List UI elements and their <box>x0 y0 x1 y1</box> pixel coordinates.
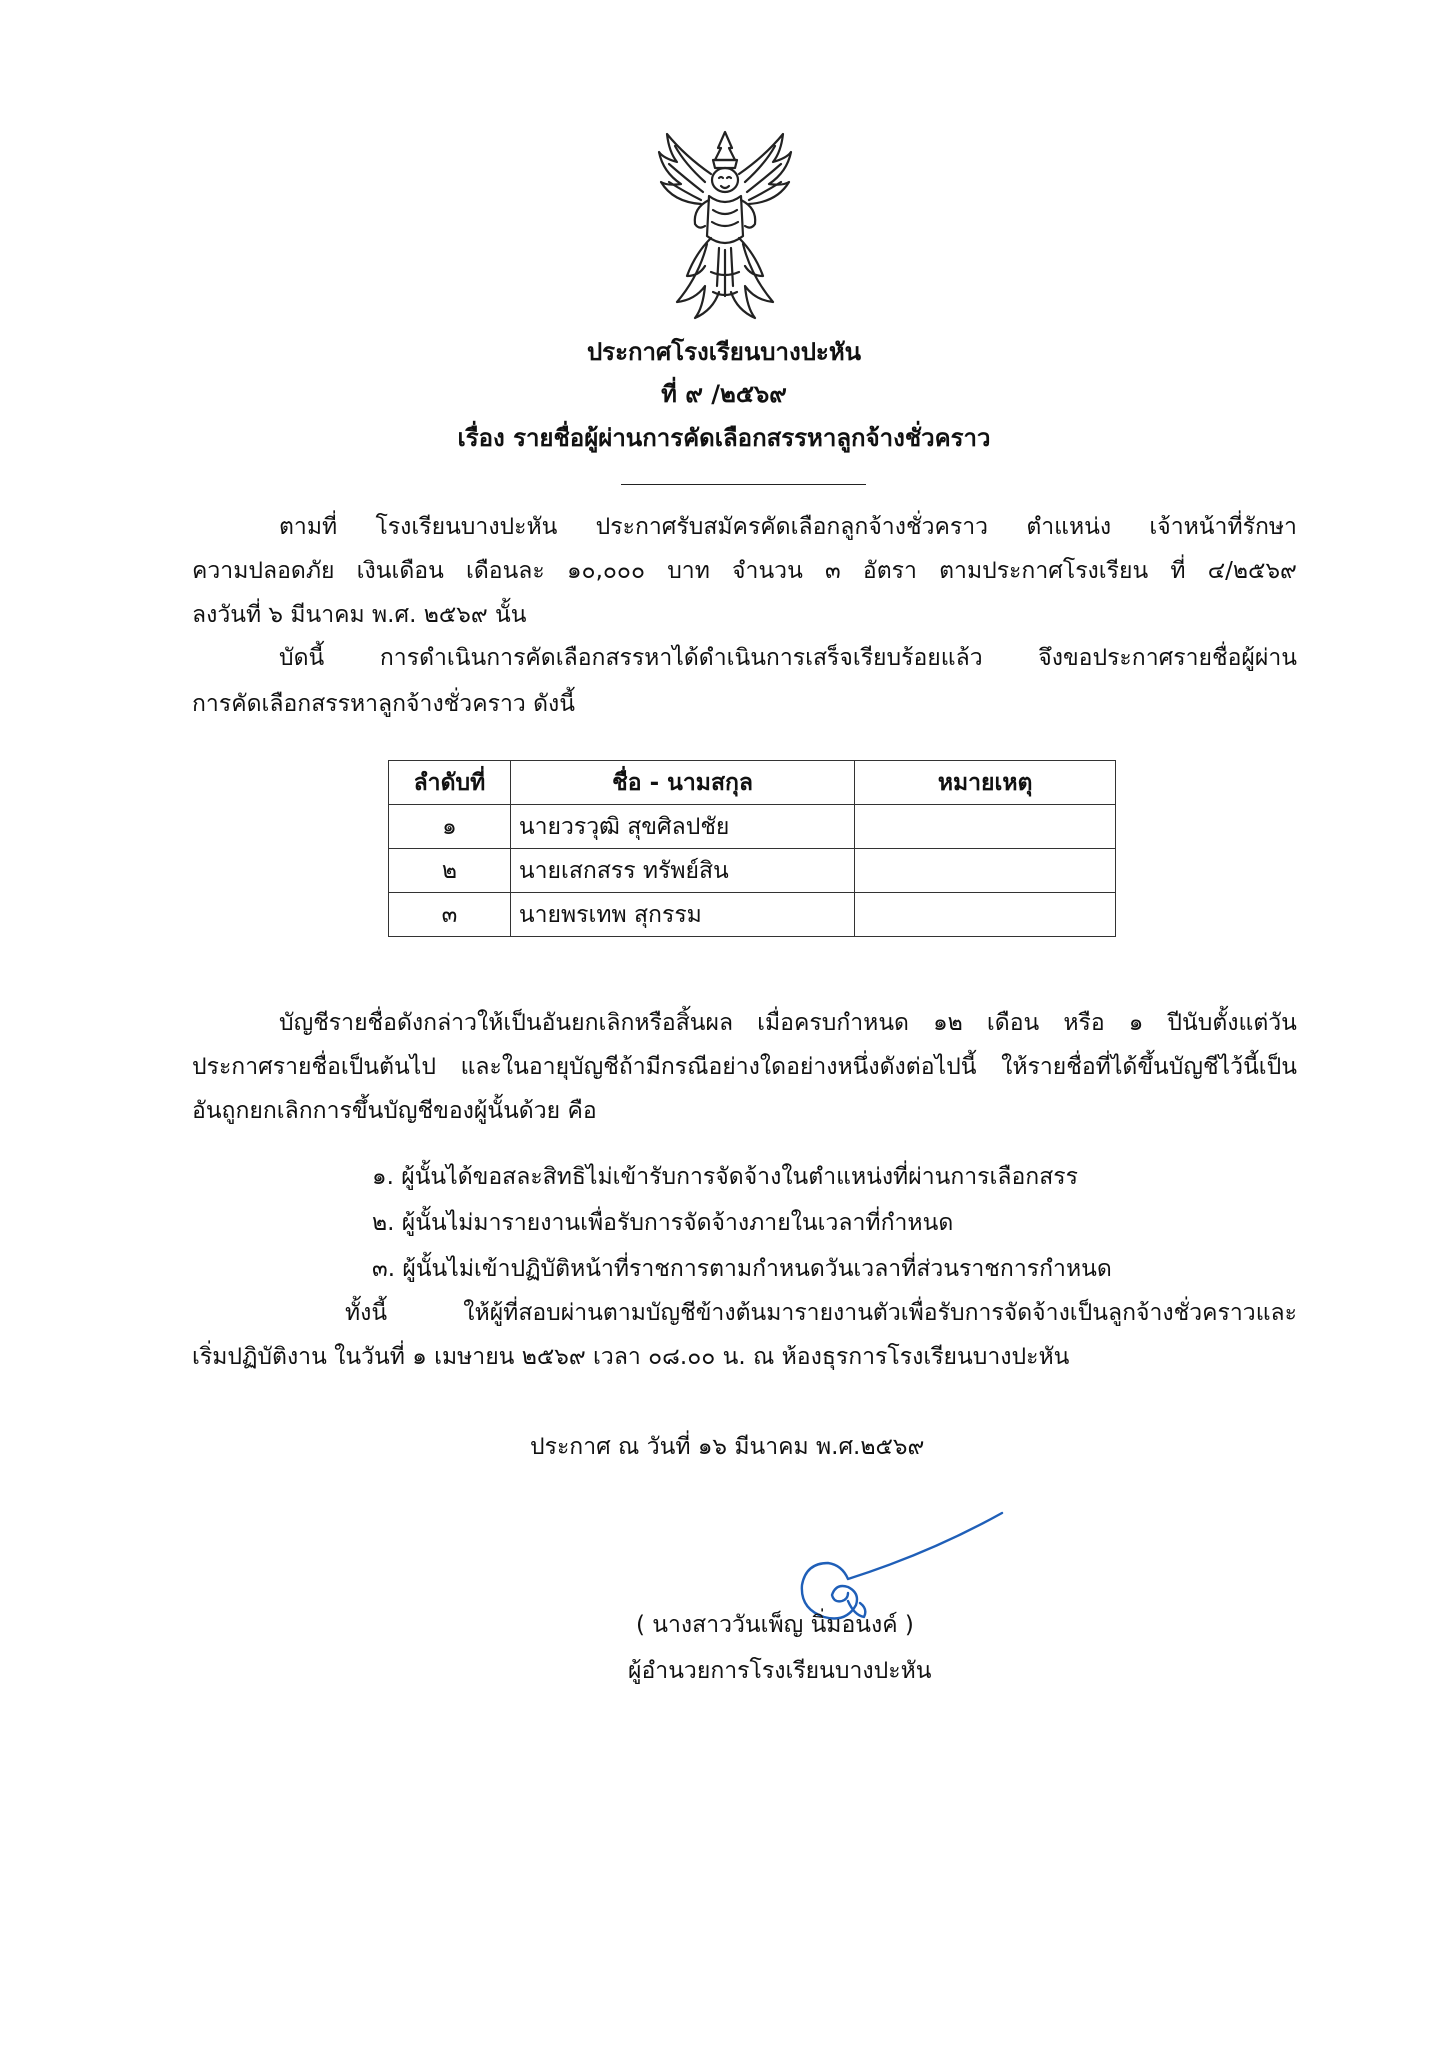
text-segment: ให้ผู้ที่สอบผ่านตามบัญชีข้างต้นมารายงานตัวเพื่อรับการจัดจ้างเป็นลูกจ้างชั่วคราวและ <box>463 1300 1297 1326</box>
text-segment: โรงเรียนบางปะหัน <box>375 514 558 540</box>
heading-divider <box>621 484 866 485</box>
row-remark <box>855 849 1116 893</box>
column-header-name: ชื่อ - นามสกุล <box>510 761 854 805</box>
row-name: นายวรวุฒิ สุขศิลปชัย <box>510 805 854 849</box>
text-segment: ตามที่ <box>279 514 338 540</box>
text-segment: อัตรา <box>862 558 917 584</box>
text-segment: ประกาศรับสมัครคัดเลือกลูกจ้างชั่วคราว <box>595 514 989 540</box>
text-segment: เดือน <box>986 1010 1040 1036</box>
text-segment: ที่ <box>1170 558 1186 584</box>
text-segment: เจ้าหน้าที่รักษา <box>1149 514 1297 540</box>
paragraph-3-line-3: อันถูกยกเลิกการขึ้นบัญชีของผู้นั้นด้วย คือ <box>192 1098 597 1124</box>
signer-position: ผู้อำนวยการโรงเรียนบางปะหัน <box>628 1658 932 1684</box>
text-segment: ประกาศรายชื่อเป็นต้นไป <box>192 1054 436 1080</box>
text-segment: ๔/๒๕๖๙ <box>1207 558 1297 584</box>
text-segment: เมื่อครบกำหนด <box>757 1010 909 1036</box>
text-segment: ทั้งนี้ <box>345 1300 388 1326</box>
row-order: ๒ <box>389 849 511 893</box>
column-header-order: ลำดับที่ <box>389 761 511 805</box>
garuda-emblem <box>655 126 795 322</box>
text-segment: ปีนับตั้งแต่วัน <box>1167 1010 1297 1036</box>
paragraph-1-line-3: ลงวันที่ ๖ มีนาคม พ.ศ. ๒๕๖๙ นั้น <box>192 602 527 628</box>
table-row <box>389 849 1116 893</box>
table-header-row <box>389 761 1116 805</box>
condition-item-2: ๒. ผู้นั้นไม่มารายงานเพื่อรับการจัดจ้างภายในเวลาที่กำหนด <box>372 1210 954 1236</box>
row-remark <box>855 893 1116 937</box>
text-segment: หรือ <box>1063 1010 1105 1036</box>
row-order: ๑ <box>389 805 511 849</box>
paragraph-3-line-2 <box>192 1052 1297 1082</box>
text-segment: บัดนี้ <box>279 645 325 671</box>
table-row <box>389 805 1116 849</box>
row-order: ๓ <box>389 893 511 937</box>
text-segment: บัญชีรายชื่อดังกล่าวให้เป็นอันยกเลิกหรือสิ้นผล <box>279 1010 734 1036</box>
text-segment: จึงขอประกาศรายชื่อผู้ผ่าน <box>1038 645 1297 671</box>
condition-item-3: ๓. ผู้นั้นไม่เข้าปฏิบัติหน้าที่ราชการตามกำหนดวันเวลาที่ส่วนราชการกำหนด <box>372 1256 1112 1282</box>
paragraph-1-line-1 <box>279 512 1297 542</box>
announce-date: ประกาศ ณ วันที่ ๑๖ มีนาคม พ.ศ.๒๕๖๙ <box>530 1434 925 1460</box>
text-segment: ความปลอดภัย <box>192 558 335 584</box>
text-segment: จำนวน <box>732 558 803 584</box>
row-remark <box>855 805 1116 849</box>
text-segment: ๑๐,๐๐๐ <box>566 558 646 584</box>
signer-name: ( นางสาววันเพ็ญ นิ่มอนงค์ ) <box>636 1612 914 1638</box>
text-segment: ๑๒ <box>933 1010 963 1036</box>
text-segment: ตามประกาศโรงเรียน <box>939 558 1149 584</box>
text-segment: ๓ <box>824 558 841 584</box>
paragraph-1-line-2 <box>192 556 1297 586</box>
announcement-number: ที่ ๙ /๒๕๖๙ <box>661 380 787 408</box>
announcement-subject: เรื่อง รายชื่อผู้ผ่านการคัดเลือกสรรหาลูกจ้างชั่วคราว <box>457 424 991 452</box>
signature <box>730 1505 1005 1625</box>
paragraph-4-line-2: เริ่มปฏิบัติงาน ในวันที่ ๑ เมษายน ๒๕๖๙ เวลา ๐๘.๐๐ น. ณ ห้องธุรการโรงเรียนบางปะหัน <box>192 1344 1070 1370</box>
text-segment: ให้รายชื่อที่ได้ขึ้นบัญชีไว้นี้เป็น <box>1001 1054 1297 1080</box>
text-segment: การดำเนินการคัดเลือกสรรหาได้ดำเนินการเสร็จเรียบร้อยแล้ว <box>379 645 983 671</box>
text-segment: เงินเดือน <box>356 558 444 584</box>
paragraph-2-line-1 <box>279 643 1297 673</box>
column-header-remark: หมายเหตุ <box>855 761 1116 805</box>
paragraph-3-line-1 <box>279 1008 1297 1038</box>
announcement-title: ประกาศโรงเรียนบางปะหัน <box>586 338 862 366</box>
paragraph-2-line-2: การคัดเลือกสรรหาลูกจ้างชั่วคราว ดังนี้ <box>192 691 575 717</box>
condition-item-1: ๑. ผู้นั้นได้ขอสละสิทธิไม่เข้ารับการจัดจ้างในตำแหน่งที่ผ่านการเลือกสรร <box>372 1164 1078 1190</box>
row-name: นายพรเทพ สุกรรม <box>510 893 854 937</box>
text-segment: ตำแหน่ง <box>1026 514 1112 540</box>
passed-candidates-table <box>388 760 1116 937</box>
text-segment: เดือนละ <box>465 558 545 584</box>
text-segment: ๑ <box>1128 1010 1144 1036</box>
text-segment: บาท <box>667 558 710 584</box>
table-row <box>389 893 1116 937</box>
paragraph-4-line-1 <box>345 1298 1297 1328</box>
text-segment: และในอายุบัญชีถ้ามีกรณีอย่างใดอย่างหนึ่งดังต่อไปนี้ <box>460 1054 977 1080</box>
row-name: นายเสกสรร ทรัพย์สิน <box>510 849 854 893</box>
